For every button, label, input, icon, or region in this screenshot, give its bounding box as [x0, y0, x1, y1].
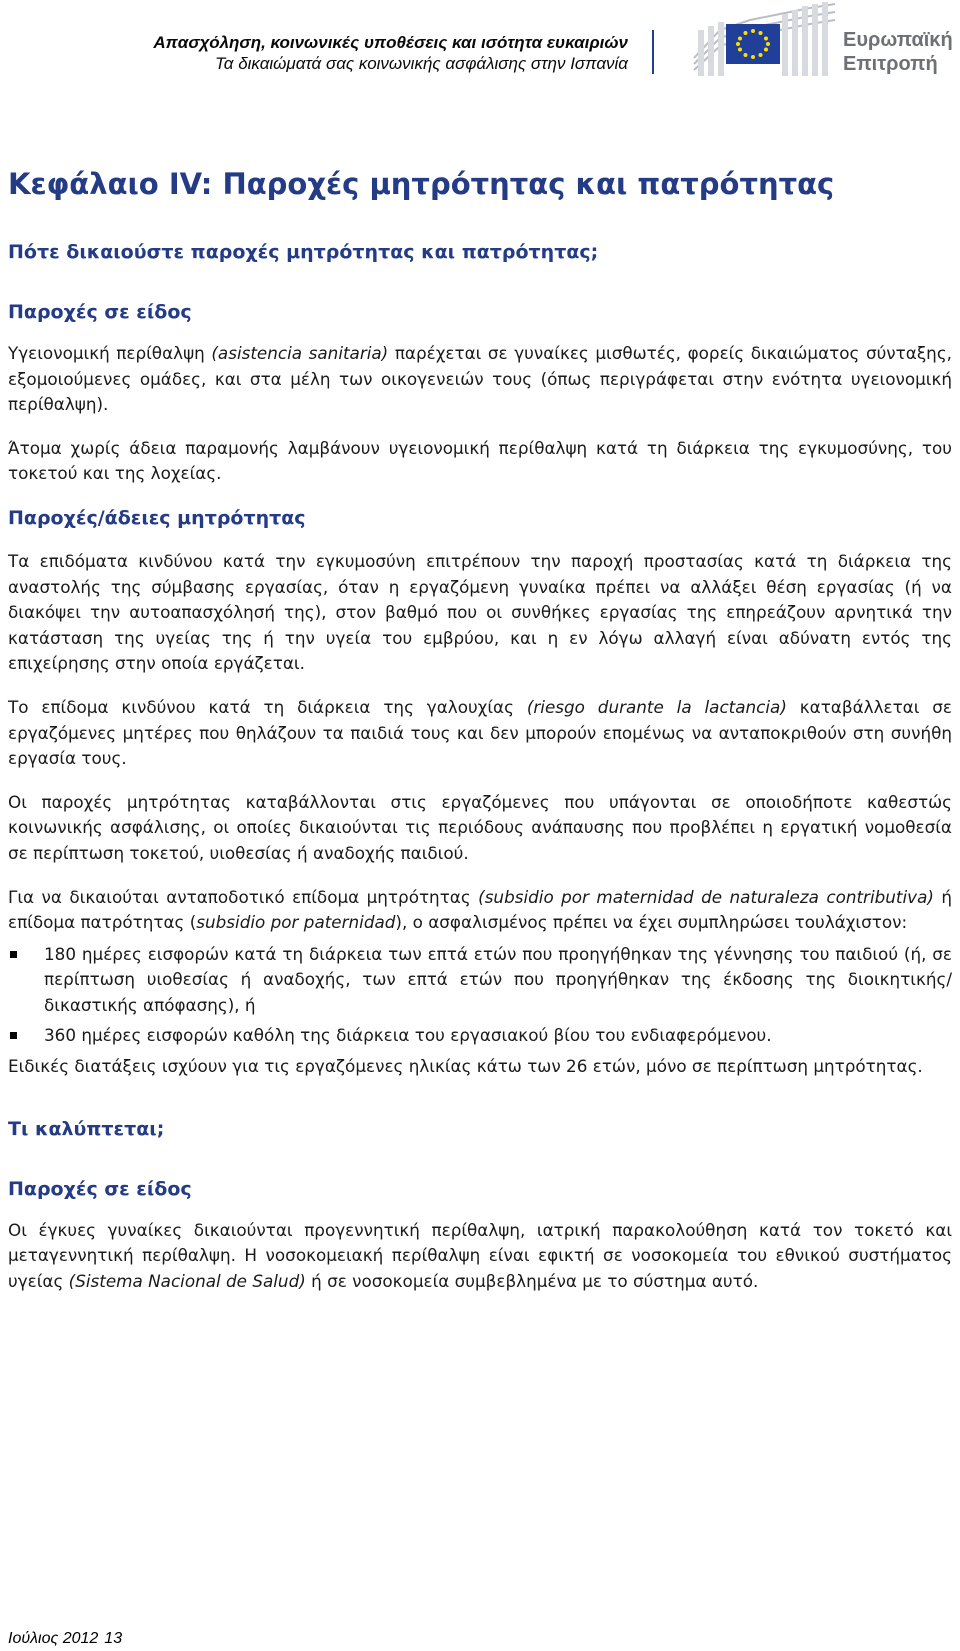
paragraph: Για να δικαιούται ανταποδοτικό επίδομα μητρότητας (subsidio por maternidad de naturaleza contributiva) ή επίδομα πατρότητας (subsidio por paternidad), ο ασφαλισμένος πρέπει να έχει συμπληρώσει τουλάχιστον: — [8, 886, 952, 933]
eu-commission-name-line2: Επιτροπή — [843, 53, 938, 75]
requirements-list — [8, 942, 952, 1049]
subheading-maternity-benefits: Παροχές/άδειες μητρότητας — [8, 506, 306, 529]
square-bullet-icon — [10, 951, 17, 958]
paragraph: Οι έγκυες γυναίκες δικαιούνται προγεννητική περίθαλψη, ιατρική παρακολούθηση κατά τον τοκετό και μεταγεννητική περίθαλψη. Η νοσοκομειακή περίθαλψη είναι εφικτή σε νοσοκομεία του εθνικού συστήματος υγείας (Sistema Nacional de Salud) ή σε νοσοκομεία συμβεβλημένα με το σύστημα αυτό. — [8, 1219, 952, 1291]
header-titles — [153, 32, 628, 74]
header-subtitle: Τα δικαιώματά σας κοινωνικής ασφάλισης στην Ισπανία — [214, 54, 628, 73]
paragraph: Υγειονομική περίθαλψη (asistencia sanitaria) παρέχεται σε γυναίκες μισθωτές, φορείς δικαιώματος σύνταξης, εξομοιούμενες ομάδες, και στα μέλη των οικογενειών τους (όπως περιγράφεται στην ενότητα υγειονομική περίθαλψη). — [8, 343, 953, 415]
page-header — [0, 0, 960, 88]
paragraph: Το επίδομα κινδύνου κατά τη διάρκεια της γαλουχίας (riesgo durante la lactancia) καταβάλλεται σε εργαζόμενες μητέρες που θηλάζουν τα παιδιά τους και δεν μπορούν επομένως να ανταποκριθούν στη συνήθη εργασία τους. — [8, 696, 952, 769]
eu-commission-name-line1: Ευρωπαϊκή — [843, 29, 953, 51]
chapter-title: Κεφάλαιο IV: Παροχές μητρότητας και πατρότητας — [8, 167, 835, 201]
paragraph: Οι παροχές μητρότητας καταβάλλονται στις εργαζόμενες που υπάγονται σε οποιοδήποτε καθεστώς κοινωνικής ασφάλισης, οι οποίες δικαιούνται τις περιόδους ανάπαυσης που προβλέπει η εργατική νομοθεσία σε περίπτωση τοκετού, υιοθεσίας ή αναδοχής παιδιού. — [8, 791, 952, 863]
square-bullet-icon — [10, 1032, 17, 1039]
header-title: Απασχόληση, κοινωνικές υποθέσεις και ισότητα ευκαιριών — [153, 33, 628, 52]
section-heading-eligibility: Πότε δικαιούστε παροχές μητρότητας και πατρότητας; — [8, 241, 599, 263]
paragraph: Άτομα χωρίς άδεια παραμονής λαμβάνουν υγειονομική περίθαλψη κατά τη διάρκεια της εγκυμοσύνης, του τοκετού και της λοχείας. — [8, 437, 952, 484]
eu-commission-name — [843, 28, 953, 76]
section-heading-coverage: Τι καλύπτεται; — [8, 1117, 165, 1140]
footer-date: Ιούλιος 2012 — [8, 1630, 99, 1647]
list-item: 360 ημέρες εισφορών καθόλη της διάρκεια του εργασιακού βίου του ενδιαφερόμενου. — [8, 1023, 952, 1049]
page-number: 13 — [104, 1630, 123, 1647]
paragraph: Ειδικές διατάξεις ισχύουν για τις εργαζόμενες ηλικίας κάτω των 26 ετών, μόνο σε περίπτωση μητρότητας. — [8, 1056, 923, 1077]
list-item: 180 ημέρες εισφορών κατά τη διάρκεια των επτά ετών που προηγήθηκαν της γέννησης του παιδιού (ή, σε περίπτωση υιοθεσίας ή αναδοχής, των επτά ετών που προηγήθηκαν της έκδοσης της διοικητικής/δικαστικής απόφασης), ή — [8, 942, 952, 1019]
subheading-benefits-in-kind: Παροχές σε είδος — [8, 1177, 192, 1200]
subheading-benefits-in-kind: Παροχές σε είδος — [8, 301, 192, 323]
document-body — [8, 162, 952, 1312]
paragraph: Τα επιδόματα κινδύνου κατά την εγκυμοσύνη επιτρέπουν την παροχή προστασίας κατά τη διάρκεια της αναστολής της σύμβασης εργασίας, όταν η εργαζόμενη γυναίκα πρέπει να αλλάξει θέση εργασίας (ή να διακόψει την αυτοαπασχόλησή της), στον βαθμό που οι συνθήκες εργασίας της επηρεάζουν αρνητικά την κατάσταση της υγείας της ή την υγεία του εμβρύου, και η εν λόγω αλλαγή είναι αδύνατη εντός της επιχείρησης στην οποία εργάζεται. — [8, 550, 952, 674]
page-footer — [8, 1629, 122, 1649]
header-divider — [652, 30, 654, 74]
